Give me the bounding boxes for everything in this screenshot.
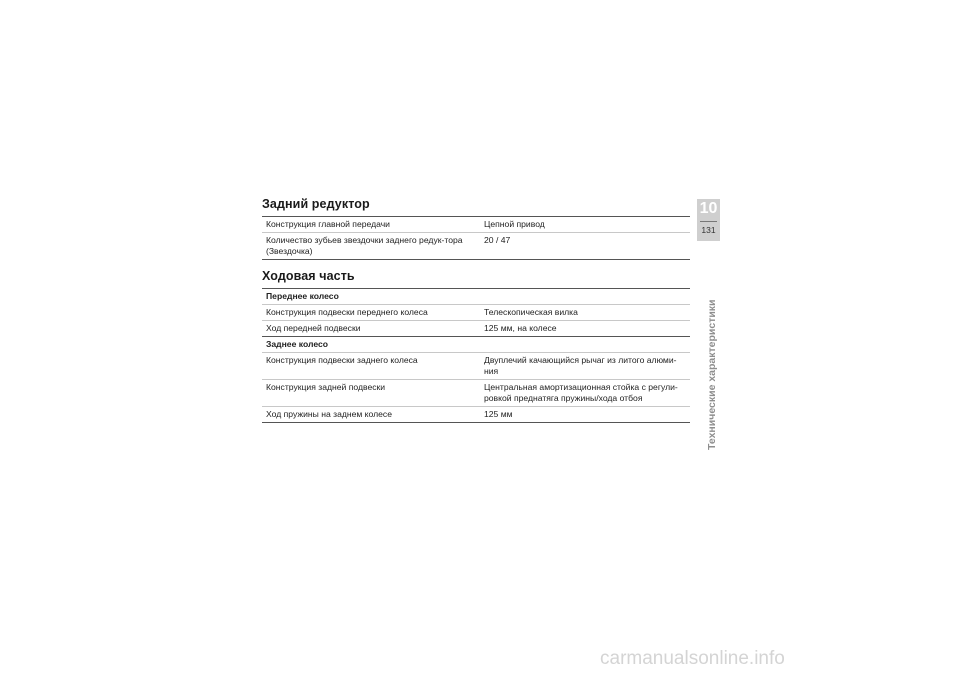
subheader-rear-wheel: Заднее колесо [262, 337, 690, 353]
spec-label: Ход пружины на заднем колесе [262, 407, 480, 423]
spec-label: Конструкция главной передачи [262, 217, 480, 233]
table-subheader [262, 289, 690, 305]
section-title-chassis: Ходовая часть [262, 269, 355, 283]
table-row [262, 407, 690, 423]
spec-value: 125 мм [480, 407, 690, 423]
chapter-number: 10 [699, 200, 718, 217]
watermark: carmanualsonline.info [600, 648, 785, 669]
spec-label: Конструкция подвески заднего колеса [262, 353, 480, 380]
spec-value: Цепной привод [480, 217, 690, 233]
table-subheader [262, 337, 690, 353]
spec-value: Центральная амортизационная стойка с регули-ровкой преднатяга пружины/хода отбоя [480, 380, 690, 407]
table-row [262, 233, 690, 260]
table-row [262, 321, 690, 337]
chapter-side-title: Технические характеристики [706, 299, 718, 450]
table-row [262, 305, 690, 321]
rear-drive-table [262, 216, 690, 260]
spec-label: Конструкция подвески переднего колеса [262, 305, 480, 321]
table-row [262, 380, 690, 407]
spec-label: Конструкция задней подвески [262, 380, 480, 407]
table-row [262, 353, 690, 380]
spec-value: Телескопическая вилка [480, 305, 690, 321]
page-content [262, 197, 690, 423]
table-row [262, 217, 690, 233]
section-title-rear-drive: Задний редуктор [262, 197, 370, 211]
spec-value: 125 мм, на колесе [480, 321, 690, 337]
chapter-tab-divider [700, 221, 717, 222]
chapter-tab [697, 199, 720, 241]
spec-value: 20 / 47 [480, 233, 690, 260]
spec-value: Двуплечий качающийся рычаг из литого алюми-ния [480, 353, 690, 380]
spec-label: Ход передней подвески [262, 321, 480, 337]
page-number: 131 [701, 225, 716, 235]
subheader-front-wheel: Переднее колесо [262, 289, 690, 305]
spec-label: Количество зубьев звездочки заднего редук-тора (Звездочка) [262, 233, 480, 260]
chassis-table [262, 288, 690, 423]
